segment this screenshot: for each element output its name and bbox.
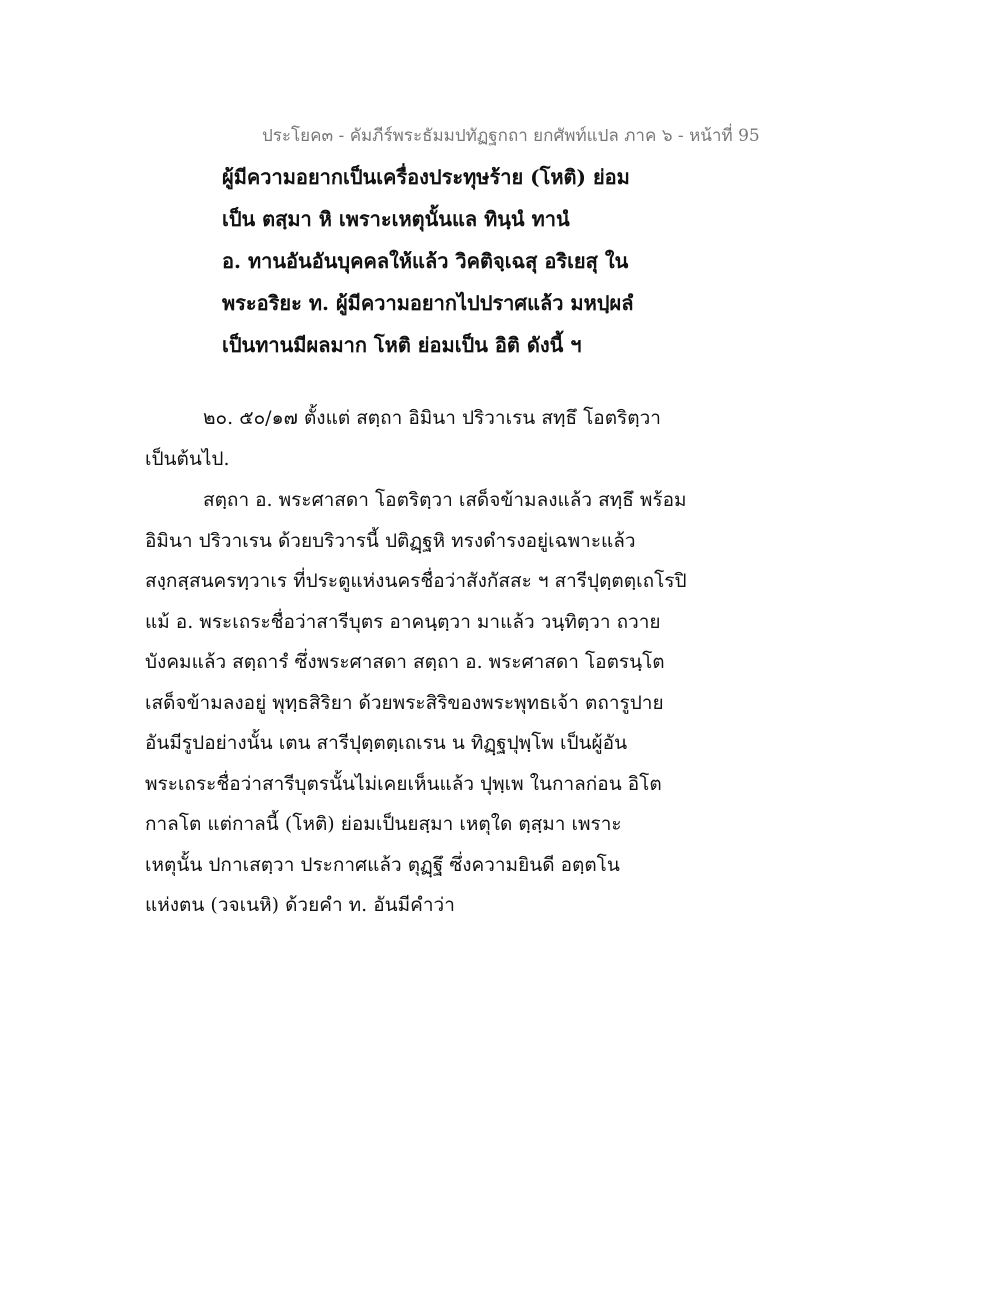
verse-line: เป็นทานมีผลมาก โหติ ย่อมเป็น อิติ ดังนี้ ฯ (222, 333, 582, 357)
verse-block (222, 156, 742, 366)
verse-line: ผู้มีความอยากเป็นเครื่องประทุษร้าย (โหติ) ย่อม (222, 165, 630, 189)
section-heading-line: ๒๐. ๕๐/๑๗ ตั้งแต่ สตฺถา อิมินา ปริวาเรน สทฺธึ โอตริตฺวา (203, 407, 661, 429)
paragraph-line: กาลโต แต่กาลนี้ (โหติ) ย่อมเป็นยสฺมา เหตุใด ตฺสฺมา เพราะ (145, 813, 622, 835)
verse-line: พระอริยะ ท. ผู้มีความอยากไปปราศแล้ว มหปฺผลํ (222, 291, 634, 315)
paragraph-line: อันมีรูปอย่างนั้น เตน สารีปุตฺตตฺเถเรน น ทิฏฺฐปุพฺโพ เป็นผู้อัน (145, 732, 628, 754)
paragraph-line: อิมินา ปริวาเรน ด้วยบริวารนี้ ปติฏฺฐหิ ทรงดำรงอยู่เฉพาะแล้ว (145, 529, 636, 552)
section-200-heading (145, 398, 785, 479)
paragraph-line: เหตุนั้น ปกาเสตฺวา ประกาศแล้ว ตุฏฺฐึ ซึ่งความยินดี อตฺตโน (145, 853, 620, 876)
paragraph-line: สตฺถา อ. พระศาสดา โอตริตฺวา เสด็จข้ามลงแล้ว สทฺธึ พร้อม (203, 489, 687, 511)
verse-line: อ. ทานอันอันบุคคลให้แล้ว วิคติจฺเฉสุ อริเยสุ ใน (222, 249, 629, 273)
paragraph-line: แม้ อ. พระเถระชื่อว่าสารีบุตร อาคนฺตฺวา มาแล้ว วนฺทิตฺวา ถวาย (145, 610, 661, 633)
main-paragraph (145, 480, 785, 926)
section-heading-line: เป็นต้นไป. (145, 447, 230, 470)
paragraph-line: พระเถระชื่อว่าสารีบุตรนั้นไม่เคยเห็นแล้ว ปุพฺเพ ในกาลก่อน อิโต (145, 772, 662, 795)
page-header: ประโยค๓ - คัมภีร์พระธัมมปทัฏฐกถา ยกศัพท์แปล ภาค ๖ - หน้าที่ 95 (262, 126, 760, 146)
paragraph-line: สงฺกสฺสนครทฺวาเร ที่ประตูแห่งนครชื่อว่าสังกัสสะ ฯ สารีปุตฺตตฺเถโรปิ (145, 570, 687, 592)
paragraph-line: เสด็จข้ามลงอยู่ พุทฺธสิริยา ด้วยพระสิริของพระพุทธเจ้า ตถารูปาย (145, 691, 664, 714)
paragraph-line: บังคมแล้ว สตฺถารํ ซึ่งพระศาสดา สตฺถา อ. พระศาสดา โอตรนฺโต (145, 651, 665, 673)
paragraph-line: แห่งตน (วจเนหิ) ด้วยคำ ท. อันมีคำว่า (145, 894, 455, 916)
verse-line: เป็น ตสฺมา หิ เพราะเหตุนั้นแล ทินฺนํ ทานํ (222, 207, 570, 231)
